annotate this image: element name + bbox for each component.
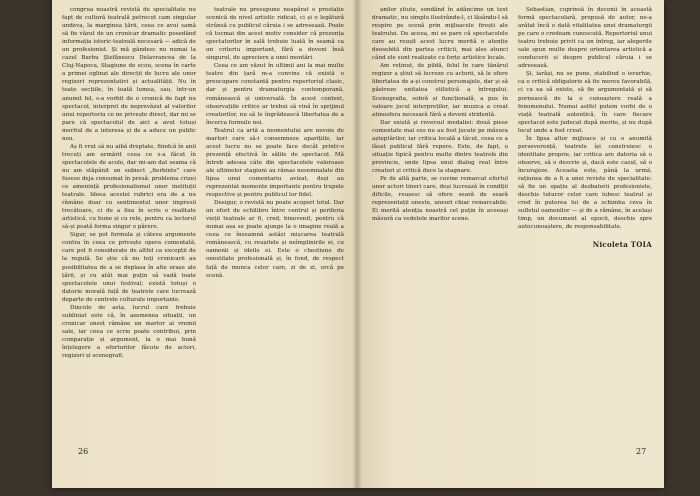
right-page-column-1	[372, 6, 508, 223]
left-page-column-1	[62, 6, 196, 360]
paragraph: Aș fi vrut să nu aibă dreptate, fiindcă în anii trecuți am urmărit ceea ce s-a făcut în spectacolele de acolo, dar mi-am dat seama că nu am stăpânit un subiect „fierbinte” care fusese deja consumat în presă: problema crizei ce amenință profesionalismul unor instituții teatrale. Ideea acestei rubrici era de a nu rămâne doar cu sentimentul unor impresii trecătoare, ci de a fixa în scris o realitate artistică, cu bune și cu rele, pentru ca lectorul să-și poată forma singur o părere.	[62, 143, 196, 231]
right-page-column-2	[518, 6, 652, 249]
paragraph: În lipsa altor mijloace și cu o anumită perseverență, teatrele își construiesc o identitate proprie, iar critica are datoria să o observe, să o descrie și, dacă este cazul, să o încurajeze. Aceasta este, până la urmă, rațiunea de a fi a unei reviste de specialitate: să fie un spațiu al dezbaterii profesioniste, deschis tuturor celor care iubesc teatrul și cred în puterea lui de a schimba ceva în sufletul oamenilor — și de a rămâne, în același timp, un document al epocii, deschis spre autocunoaștere, de responsabilitate.	[518, 135, 652, 231]
paragraph: Teatrul ca artă a momentului are nevoie de martori care să-i consemneze aparițiile, iar acest lucru nu se poate face decât printr-o prezență efectivă în sălile de spectacol. Mă întreb adesea câte din spectacolele valoroase ale ultimelor stagiuni au rămas nesemnalate din lipsa unui comentariu avizat, deși au reprezentat momente importante pentru trupele respective și pentru publicul lor fidel.	[206, 127, 344, 199]
paragraph: Am reținut, de pildă, felul în care tânărul regizor a știut să lucreze cu actorii, să le ofere libertatea de a-și construi personajele, dar și să păstreze unitatea stilistică a întregului. Scenografia, sobră și funcțională, a pus în valoare jocul interpreților, iar muzica a creat atmosfera necesară fără a deveni stridentă.	[372, 63, 508, 118]
paragraph: Dar există și reversul medaliei: două piese comentate mai sus nu au fost jucate pe măsura așteptărilor, iar critica locală a tăcut, ceea ce a lăsat publicul fără repere. Este, de fapt, o situație tipică pentru multe dintre teatrele din provincie, unde lipsa unui dialog real între creatori și critică duce la stagnare.	[372, 119, 508, 174]
page-number-right: 27	[636, 447, 647, 456]
book-spread	[52, 0, 664, 488]
book-gutter	[352, 0, 362, 488]
right-page	[356, 0, 664, 488]
left-page-column-2	[206, 6, 344, 280]
paragraph: Sebastian, cuprinsă în decenii în această formă spectaculară, propusă de autor, ne-a arătat încă o dată vitalitatea unei dramaturgii pe care o credeam cunoscută. Repertoriul unui teatru trebuie privit ca un întreg, iar alegerile sale spun multe despre orientarea artistică a conducerii și despre publicul căruia i se adresează.	[518, 7, 652, 70]
paragraph: teatrale nu presupune neapărat o prestație scenică de nivel artistic ridicat, ci și o legătură strânsă cu publicul căruia i se adresează. Poate că tocmai din acest motiv consider că prezența spectatorilor în sală trebuie luată în seamă ca un criteriu important, fără a deveni însă singurul, de apreciere a unei montări.	[206, 7, 344, 62]
paragraph: Sigur, se pot formula și câteva argumente contra în ceea ce privește opera comentată, care pot fi considerate de altfel ca excepții de la regulă. Se știe că nu toți cronicarii au posibilitatea de a se deplasa în alte orașe ale țării, și cu atât mai puțin să vadă toate spectacolele unui festival; există totuși o datorie morală față de teatrele care lucrează departe de centrele culturale importante.	[62, 232, 196, 303]
paragraph: Dincolo de asta, lucrul care trebuie subliniat este că, în asemenea situații, un cronicar onest rămâne un martor al vremii sale, iar ceea ce scrie poate contribui, prin comparație și argument, la o mai bună înțelegere a eforturilor făcute de actori, regizori și scenografi.	[62, 304, 196, 360]
paragraph: Pe de altă parte, se cuvine remarcat efortul unor actori tineri care, deși lucrează în condiții dificile, reușesc să ofere seară de seară reprezentații oneste, uneori chiar remarcabile. Ei merită atenția noastră cel puțin în aceeași măsură ca vedetele marilor scene.	[372, 175, 508, 223]
paragraph: congrua noastră revistă de specialitate nu fapt de cultură teatrală petrecut cam singular undeva, la marginea țării, ceea ce avui samă să fie văzut de un cronicar dramatic posedând informația istoric-teatrală necesară — adică de un profesionist. Și mă gândesc nu numai la cazul Barbu Ștefănescu Delavrancea de la Cluj-Napoca, Stagiune de ecou, scena în carte a primei oglinzi ale direcții de lucru ale unor regizori reprezentativi și actualității. Nu în toate secțiile, în toată lumea, sau, într-un anumit fel, s-a vorbit de o cronică de fapt nu spectacol, interpret de neprevăzut al valorilor unui repertoriu ce ne privește direct, dar mi se pare că spectacolul de aici a avut totuși meritul de a interesa și de a aduce un public nou.	[62, 7, 196, 142]
paragraph: Ceea ce am văzut în ultimii ani la mai multe teatre din țară m-a convins că există o preocupare constantă pentru repertoriul clasic, dar și pentru dramaturgia contemporană, românească și universală. În acest context, observațiile critice ar trebui să vină în sprijinul creatorilor, nu să le îngrădească libertatea de a încerca formule noi.	[206, 63, 344, 126]
paragraph: Desigur, o revistă nu poate acoperi totul. Dar un efort de echilibru între centrul și periferia vieții teatrale ar fi, cred, binevenit, pentru că numai așa se poate ajunge la o imagine reală a ceea ce înseamnă astăzi mișcarea teatrală românească, cu reușitele și neîmplinirile ei, cu oamenii și ideile ei. Este o chestiune de onestitate profesională și, în fond, de respect față de munca celor care, zi de zi, urcă pe scenă.	[206, 200, 344, 279]
paragraph: Și, iarăși, nu se pune, stabilind o ierarhie, ca o critică obligatorie să fie mereu favorabilă, ci ca ea să existe, să fie argumentată și să pornească de la o cunoaștere reală a fenomenului. Numai astfel putem vorbi de o viață teatrală autentică, în care fiecare spectacol este judecat după merite, și nu după locul unde a fost creat.	[518, 71, 652, 134]
left-page	[52, 0, 356, 488]
author-signature: Nicoleta TOIA	[592, 240, 652, 250]
page-number-left: 26	[78, 447, 89, 456]
paragraph: anilor știute, sondând în adâncime un text dramatic, nu simplu ilustrându-l, ci lăsându-l să respire pe scenă prin mijloacele firești ale teatrului. De aceea, mi se pare că spectacolele care au reușit acest lucru merită o atenție deosebită din partea criticii, mai ales atunci când ele sunt realizate cu forțe artistice locale.	[372, 7, 508, 62]
